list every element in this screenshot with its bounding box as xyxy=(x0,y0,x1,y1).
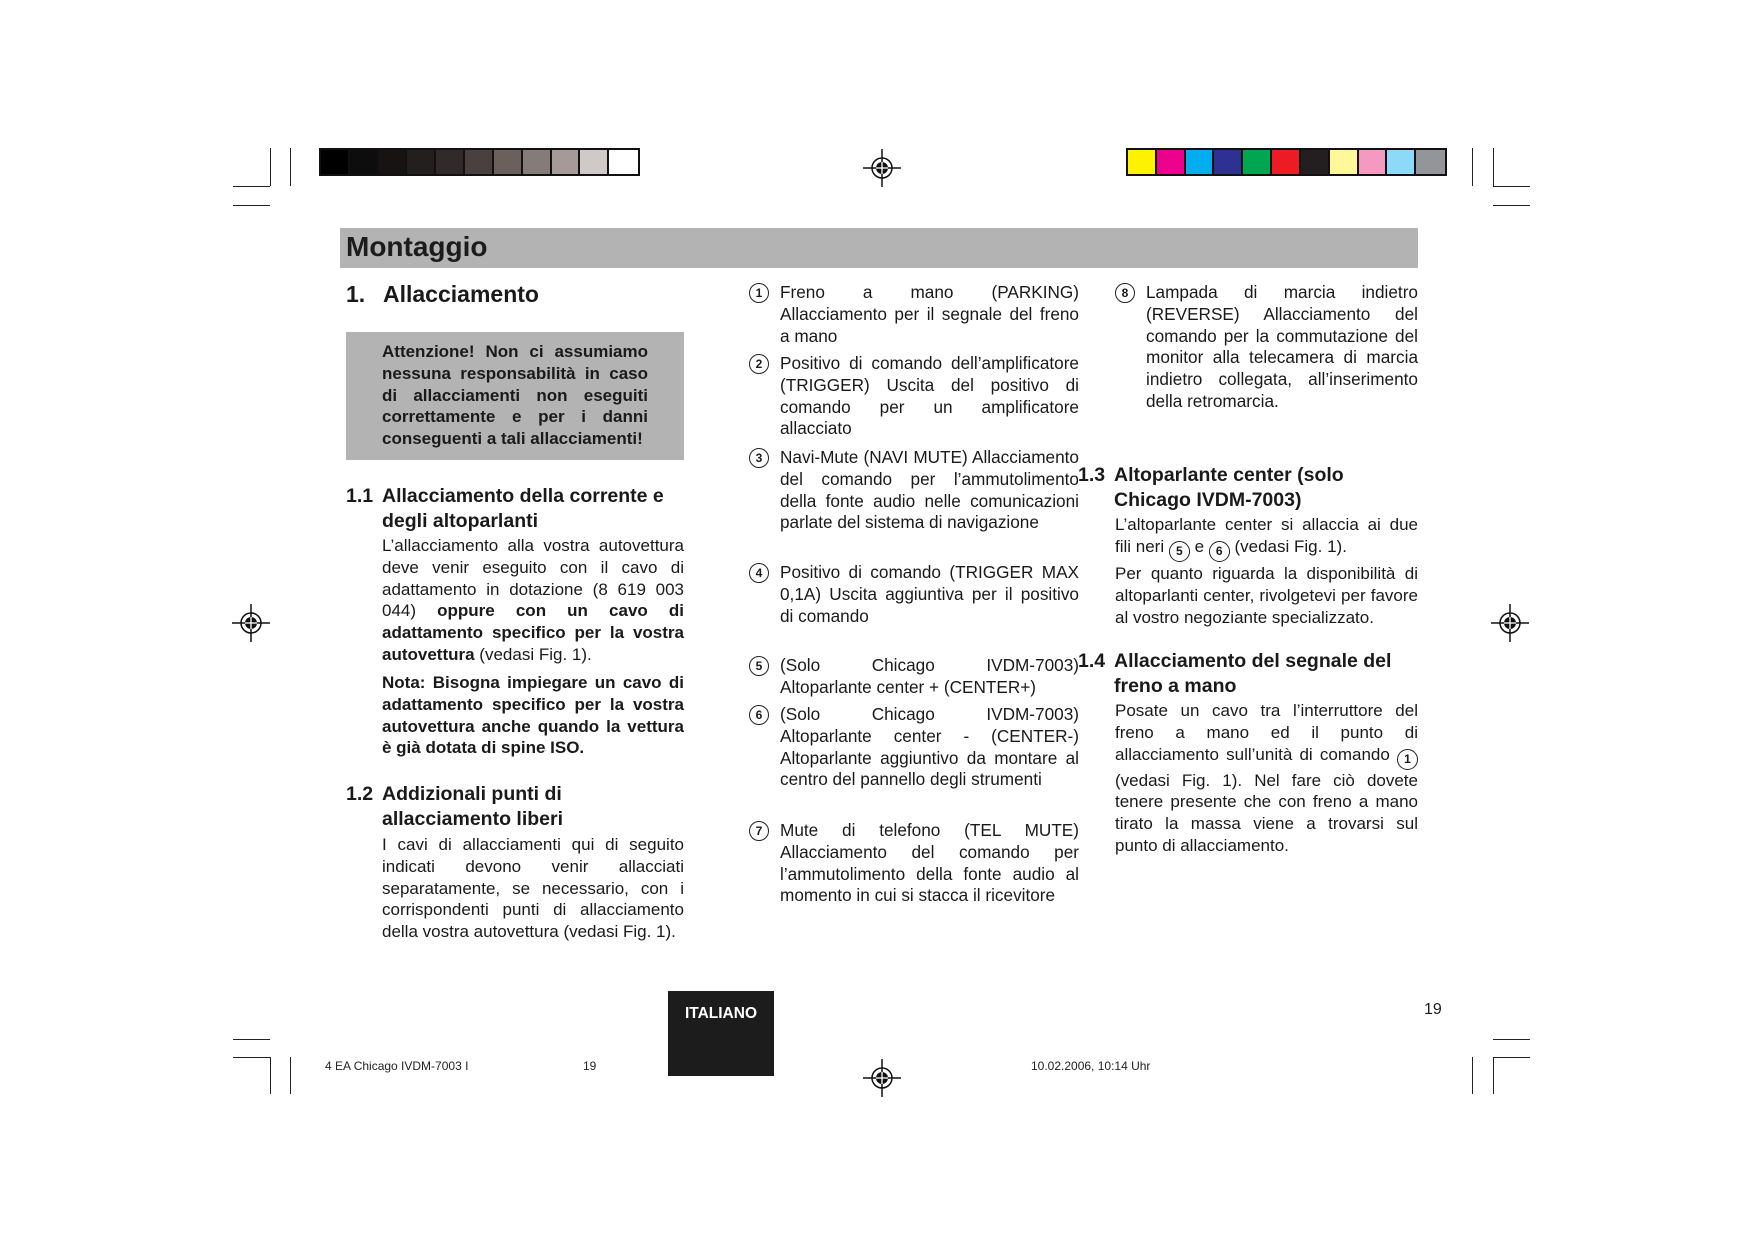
calibration-swatch xyxy=(523,150,552,174)
subsection-title: Allacciamento del segnale del freno a mano xyxy=(1114,650,1392,697)
subsection-1-2-paragraph: I cavi di allacciamenti qui di seguito indicati devono venir allacciati separatamente, se necessario, con i corrispondenti punti di allacciamento della vostra autovettura (vedasi Fig. 1). xyxy=(382,835,684,942)
subsection-title: Altoparlante center (solo Chicago IVDM-7003) xyxy=(1114,464,1344,511)
calibration-swatch xyxy=(1157,150,1186,174)
number-circle-icon: 8 xyxy=(1115,283,1135,303)
number-circle-icon: 6 xyxy=(1209,541,1230,562)
number-circle-icon: 5 xyxy=(1169,541,1190,562)
paragraph-text: L’allacciamento alla vostra autovettura deve venir eseguito con il cavo di adattamento in dotazione (8 619 003 044) xyxy=(382,536,684,621)
section-heading xyxy=(346,281,539,308)
calibration-swatch xyxy=(1128,150,1157,174)
calibration-swatch xyxy=(494,150,523,174)
calibration-swatch xyxy=(407,150,436,174)
calibration-swatch xyxy=(436,150,465,174)
registration-mark-icon xyxy=(863,149,901,187)
subsection-1-4-paragraph xyxy=(1115,700,1418,857)
calibration-swatch xyxy=(609,150,638,174)
number-circle-icon: 2 xyxy=(749,354,769,374)
calibration-swatch xyxy=(1387,150,1416,174)
subsection-title: Addizionali punti di allacciamento liberi xyxy=(382,783,563,830)
subsection-number: 1.1 xyxy=(346,485,374,507)
calibration-swatch xyxy=(1330,150,1359,174)
number-circle-icon: 4 xyxy=(749,563,769,583)
language-label: ITALIANO xyxy=(684,1005,758,1022)
calibration-swatch xyxy=(552,150,581,174)
connection-text: Lampada di marcia indietro (REVERSE) Allacciamento del comando per la commutazione del monitor alla telecamera di marcia indietro collegata, all’inserimento della retromarcia. xyxy=(1146,282,1418,411)
connection-item-3 xyxy=(749,447,1079,534)
calibration-swatch xyxy=(1272,150,1301,174)
paragraph-text: e xyxy=(1189,536,1209,556)
connection-text: Mute di telefono (TEL MUTE) Allacciamento del comando per l’ammutolimento della fonte audio al momento in cui si stacca il ricevitore xyxy=(780,820,1079,906)
connection-text: Navi-Mute (NAVI MUTE) Allacciamento del comando per l’ammutolimento della fonte audio nelle comunicazioni parlate del sistema di navigazione xyxy=(780,447,1079,533)
language-tab xyxy=(668,991,774,1076)
number-circle-icon: 3 xyxy=(749,448,769,468)
connection-item-5 xyxy=(749,655,1079,699)
warning-text: Attenzione! Non ci assumiamo nessuna responsabilità in caso di allacciamenti non eseguiti correttamente e per i danni conseguenti a tali allacciamenti! xyxy=(382,342,648,449)
calibration-swatch xyxy=(465,150,494,174)
subsection-number: 1.3 xyxy=(1078,464,1106,486)
number-circle-icon: 6 xyxy=(749,705,769,725)
subsection-1-1-paragraph xyxy=(382,535,684,666)
paragraph-bold-text: oppure con un cavo di adattamento specifico per la vostra autovettura xyxy=(382,601,685,664)
subsection-1-4-heading xyxy=(1078,649,1408,698)
number-circle-icon: 1 xyxy=(749,283,769,303)
number-circle-icon: 1 xyxy=(1397,749,1418,770)
subsection-1-1-heading xyxy=(346,484,686,533)
color-calibration-bar xyxy=(1126,148,1447,176)
subsection-1-2-heading xyxy=(346,782,676,831)
calibration-swatch xyxy=(350,150,379,174)
connection-item-4 xyxy=(749,562,1079,627)
paragraph-text: Posate un cavo tra l’interruttore del freno a mano ed il punto di allacciamento sull’unità di comando xyxy=(1115,701,1418,764)
connection-item-2 xyxy=(749,353,1079,440)
section-title: Allacciamento xyxy=(383,281,539,307)
connection-item-7 xyxy=(749,820,1079,907)
connection-item-8 xyxy=(1115,282,1418,413)
calibration-swatch xyxy=(1214,150,1243,174)
number-circle-icon: 5 xyxy=(749,656,769,676)
print-file-name: 4 EA Chicago IVDM-7003 I xyxy=(325,1059,469,1073)
page-number: 19 xyxy=(1424,1001,1442,1018)
section-number: 1. xyxy=(346,281,366,307)
subsection-1-3-paragraph-2: Per quanto riguarda la disponibilità di altoparlanti center, rivolgetevi per favore al vostro negoziante specializzato. xyxy=(1115,564,1418,627)
number-circle-icon: 7 xyxy=(749,821,769,841)
paragraph-text: L’altoparlante center si allaccia ai due fili neri xyxy=(1115,515,1418,556)
paragraph-text: (vedasi Fig. 1). Nel fare ciò dovete tenere presente che con freno a mano tirato la massa viene a trovarsi sul punto di allacciamento. xyxy=(1115,770,1418,855)
subsection-1-3-paragraph xyxy=(1115,514,1418,562)
calibration-swatch xyxy=(379,150,408,174)
registration-mark-icon xyxy=(1491,604,1529,642)
subsection-1-3-heading xyxy=(1078,463,1408,512)
registration-mark-icon xyxy=(863,1059,901,1097)
connection-text: (Solo Chicago IVDM-7003) Altoparlante center - (CENTER-) Altoparlante aggiuntivo da montare al centro del pannello degli strumenti xyxy=(780,704,1079,790)
calibration-swatch xyxy=(1359,150,1388,174)
page-title-bar xyxy=(340,228,1418,268)
warning-box xyxy=(346,332,684,460)
calibration-swatch xyxy=(1243,150,1272,174)
connection-text: (Solo Chicago IVDM-7003) Altoparlante center + (CENTER+) xyxy=(780,655,1079,697)
grayscale-calibration-bar xyxy=(319,148,640,176)
subsection-number: 1.2 xyxy=(346,783,374,805)
connection-text: Freno a mano (PARKING) Allacciamento per il segnale del freno a mano xyxy=(780,282,1079,346)
calibration-swatch xyxy=(580,150,609,174)
print-timestamp: 10.02.2006, 10:14 Uhr xyxy=(1031,1059,1151,1073)
subsection-number: 1.4 xyxy=(1078,650,1106,672)
calibration-swatch xyxy=(1416,150,1445,174)
paragraph-text: (vedasi Fig. 1). xyxy=(1229,536,1347,556)
connection-text: Positivo di comando (TRIGGER MAX 0,1A) Uscita aggiuntiva per il positivo di comando xyxy=(780,562,1079,626)
calibration-swatch xyxy=(1301,150,1330,174)
calibration-swatch xyxy=(1186,150,1215,174)
print-file-page: 19 xyxy=(583,1059,597,1073)
connection-text: Positivo di comando dell’amplificatore (TRIGGER) Uscita del positivo di comando per un amplificatore allacciato xyxy=(780,353,1079,439)
connection-item-1 xyxy=(749,282,1079,347)
calibration-swatch xyxy=(321,150,350,174)
subsection-1-1-note: Nota: Bisogna impiegare un cavo di adattamento specifico per la vostra autovettura anche quando la vettura è già dotata di spine ISO. xyxy=(382,673,684,758)
paragraph-text: (vedasi Fig. 1). xyxy=(474,644,592,664)
page-title: Montaggio xyxy=(346,231,488,262)
registration-mark-icon xyxy=(232,604,270,642)
connection-item-6 xyxy=(749,704,1079,791)
subsection-title: Allacciamento della corrente e degli altoparlanti xyxy=(382,485,664,532)
